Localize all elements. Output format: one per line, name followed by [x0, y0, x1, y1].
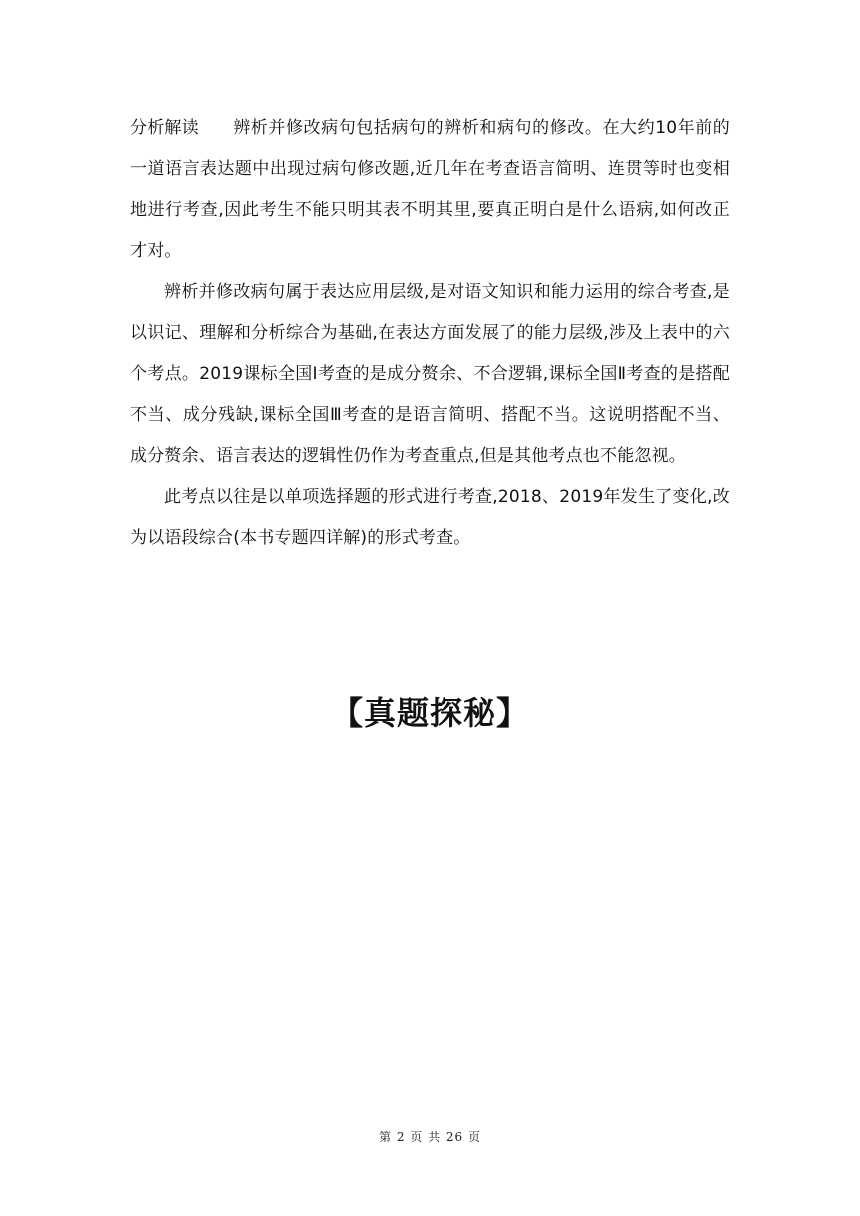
document-body — [130, 108, 730, 559]
analysis-text: 辨析并修改病句包括病句的辨析和病句的修改。在大约10年前的一道语言表达题中出现过病句修改题,近几年在考查语言简明、连贯等时也变相地进行考查,因此考生不能只明其表不明其里,要真正明白是什么语病,如何改正才对。 — [130, 118, 730, 261]
section-title: 【真题探秘】 — [330, 694, 529, 732]
analysis-label: 分析解读 — [130, 118, 199, 138]
exam-format-paragraph: 此考点以往是以单项选择题的形式进行考查,2018、2019年发生了变化,改为以语段综合(本书专题四详解)的形式考查。 — [130, 487, 730, 548]
page-footer: 第 2 页 共 26 页 — [379, 1130, 481, 1144]
exam-points-paragraph: 辨析并修改病句属于表达应用层级,是对语文知识和能力运用的综合考查,是以识记、理解和分析综合为基础,在表达方面发展了的能力层级,涉及上表中的六个考点。2019课标全国Ⅰ考查的是成分赘余、不合逻辑,课标全国Ⅱ考查的是搭配不当、成分残缺,课标全国Ⅲ考查的是语言简明、搭配不当。这说明搭配不当、成分赘余、语言表达的逻辑性仍作为考查重点,但是其他考点也不能忽视。 — [130, 282, 730, 466]
analysis-paragraph — [130, 108, 730, 272]
